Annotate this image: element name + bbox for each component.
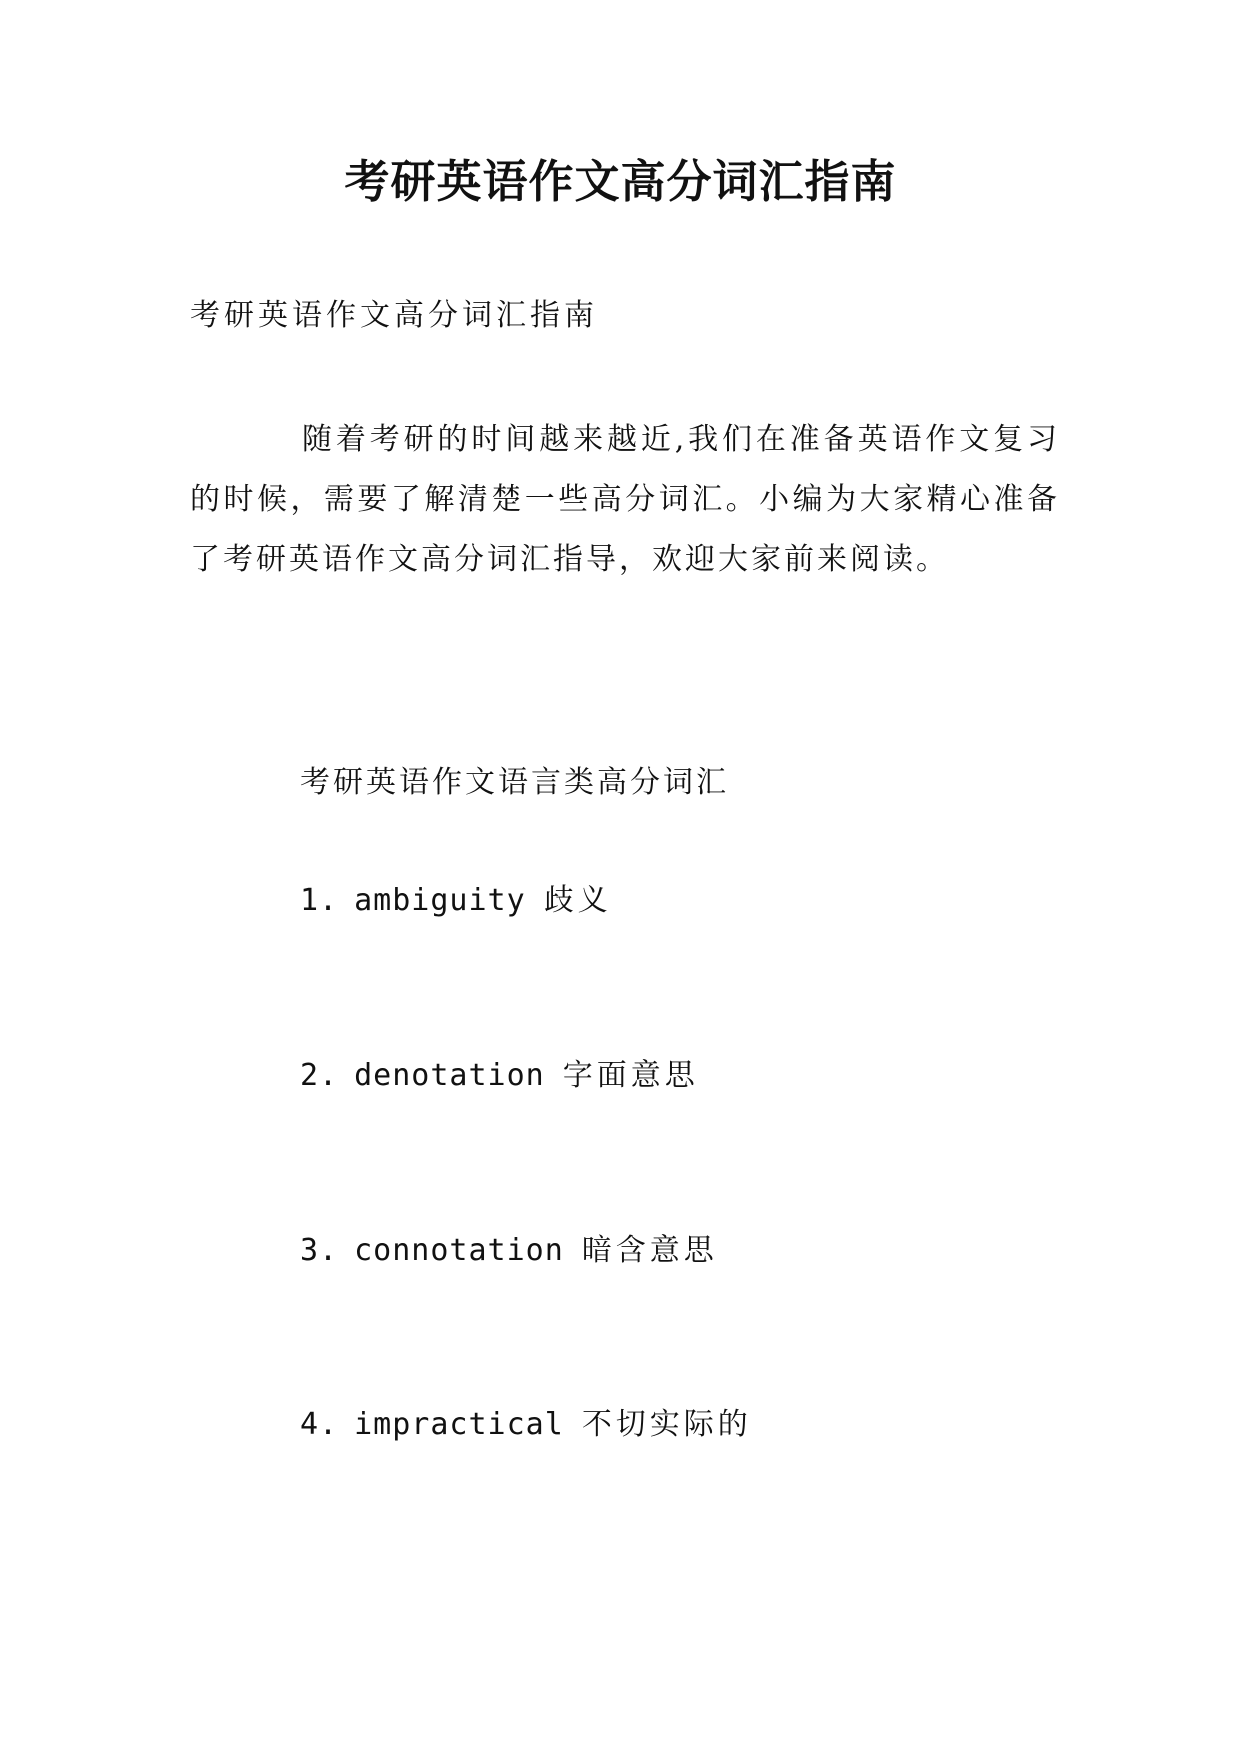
- vocab-word: denotation: [354, 1058, 545, 1093]
- vocab-word: connotation: [354, 1233, 564, 1268]
- vocab-number: 1.: [300, 883, 339, 918]
- vocab-word: ambiguity: [354, 883, 526, 918]
- vocab-item: [300, 881, 612, 921]
- vocab-item: [300, 1056, 699, 1096]
- document-subtitle: 考研英语作文高分词汇指南: [190, 298, 598, 333]
- vocab-item: [300, 1231, 718, 1271]
- vocab-meaning: 不切实际的: [581, 1407, 752, 1442]
- vocab-item: [300, 1405, 752, 1445]
- document-title: 考研英语作文高分词汇指南: [344, 155, 897, 208]
- section-heading: 考研英语作文语言类高分词汇: [300, 765, 729, 800]
- vocab-number: 3.: [300, 1233, 339, 1268]
- vocab-meaning: 歧义: [543, 883, 612, 918]
- vocab-number: 2.: [300, 1058, 339, 1093]
- intro-paragraph: 随着考研的时间越来越近,我们在准备英语作文复习的时候，需要了解清楚一些高分词汇。小编为大家精心准备了考研英语作文高分词汇指导，欢迎大家前来阅读。: [190, 422, 1060, 577]
- vocab-meaning: 字面意思: [562, 1058, 699, 1093]
- vocab-word: impractical: [354, 1407, 564, 1442]
- vocab-meaning: 暗含意思: [581, 1233, 718, 1268]
- vocab-number: 4.: [300, 1407, 339, 1442]
